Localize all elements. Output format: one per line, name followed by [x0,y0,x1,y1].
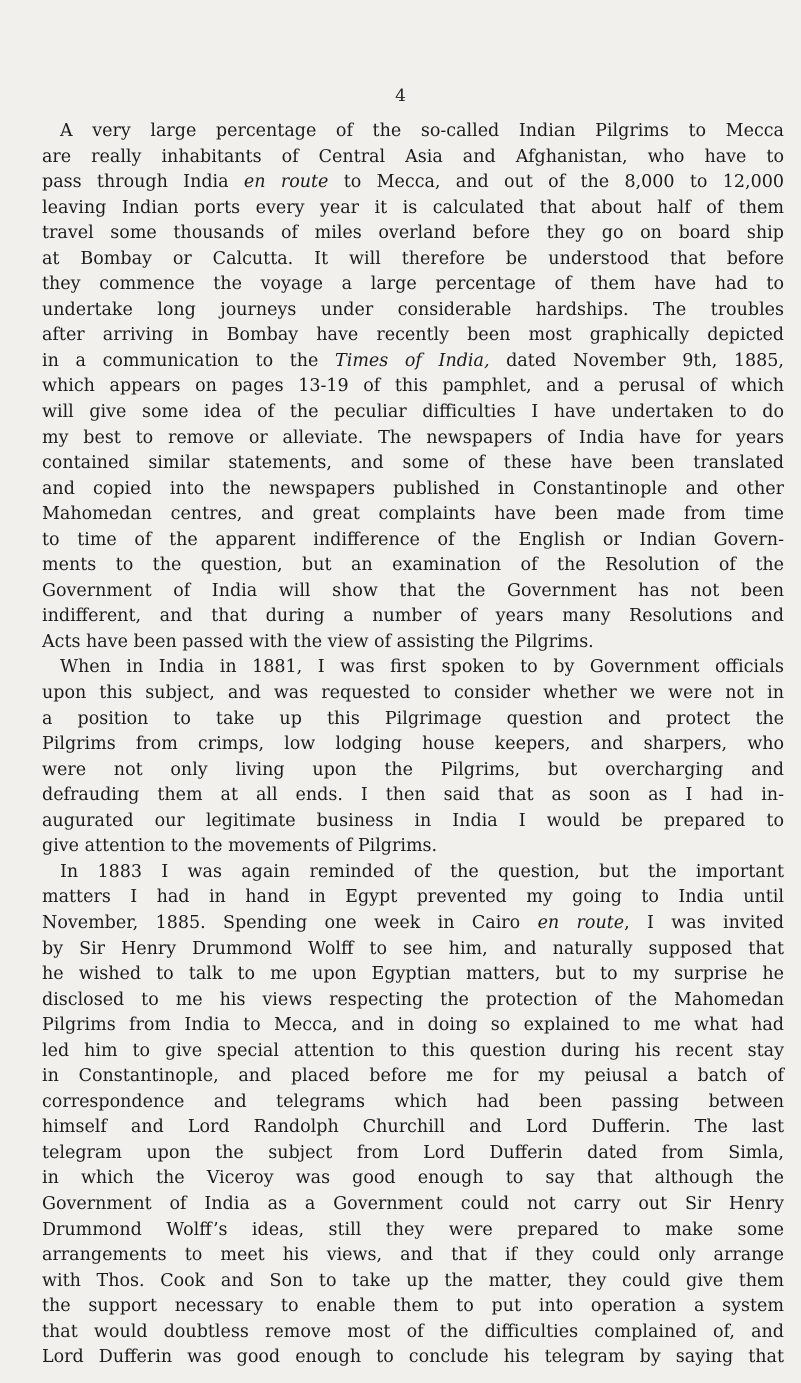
text-line [42,681,784,707]
paragraph [42,119,784,655]
text-line [42,732,784,758]
text-segment: ments to the question, but an examination of the Resolution of the [42,555,784,576]
text-line [42,1243,784,1269]
text-line [42,1039,784,1065]
text-segment: after arriving in Bombay have recently been most graphically depicted [42,325,784,346]
text-segment: Government of India as a Government could not carry out Sir Henry [42,1193,784,1214]
text-line [42,834,784,860]
text-segment: a position to take up this Pilgrimage question and protect the [42,708,784,729]
text-line [42,988,784,1014]
text-segment: led him to give special attention to this question during his recent stay [42,1040,784,1061]
text-segment: In 1883 I was again reminded of the question, but the important [60,861,784,882]
text-segment: my best to remove or alleviate. The newspapers of India have for years [42,427,784,448]
text-line [42,1269,784,1295]
text-line [42,272,784,298]
text-segment: which appears on pages 13-19 of this pamphlet, and a perusal of which [42,376,784,397]
text-line [42,528,784,554]
text-segment: that would doubtless remove most of the difficulties complained of, and [42,1321,784,1342]
paragraph [42,655,784,859]
text-line [42,553,784,579]
italic-text: Times of India, [335,350,490,371]
text-line [42,298,784,324]
text-line [42,1166,784,1192]
text-segment: dated November 9th, 1885, [489,350,784,371]
text-segment: Lord Dufferin was good enough to conclude his telegram by saying that [42,1347,784,1368]
text-line [42,1345,784,1371]
text-segment: leaving Indian ports every year it is calculated that about half of them [42,197,784,218]
italic-text: en route [243,172,329,193]
body-text [42,119,784,1371]
text-line [42,1218,784,1244]
text-segment: in a communication to the [42,350,336,371]
text-segment: at Bombay or Calcutta. It will therefore be understood that before [42,248,784,269]
text-line [42,579,784,605]
text-line [42,477,784,503]
text-line [42,783,784,809]
text-segment: contained similar statements, and some of these have been translated [42,453,784,474]
paragraph [42,860,784,1371]
text-segment: give attention to the movements of Pilgrims. [42,836,438,857]
text-line [42,502,784,528]
text-line [42,1115,784,1141]
text-segment: Mahomedan centres, and great complaints have been made from time [42,504,784,525]
text-segment: he wished to talk to me upon Egyptian matters, but to my surprise he [42,964,784,985]
text-segment: will give some idea of the peculiar difficulties I have undertaken to do [42,402,784,423]
text-line [42,323,784,349]
text-line [42,885,784,911]
text-line [42,170,784,196]
text-line [42,119,784,145]
text-segment: When in India in 1881, I was first spoken to by Government officials [60,657,784,678]
text-segment: Drummond Wolff’s ideas, still they were prepared to make some [42,1219,784,1240]
text-line [42,1192,784,1218]
text-segment: indifferent, and that during a number of years many Resolutions and [42,606,784,627]
text-line [42,1013,784,1039]
text-segment: they commence the voyage a large percentage of them have had to [42,274,784,295]
text-segment: the support necessary to enable them to put into operation a system [42,1296,784,1317]
text-line [42,860,784,886]
text-segment: were not only living upon the Pilgrims, but overcharging and [42,759,784,780]
text-segment: pass through India [42,172,244,193]
text-line [42,349,784,375]
text-line [42,604,784,630]
text-segment: and copied into the newspapers published in Constantinople and other [42,478,784,499]
text-line [42,221,784,247]
text-line [42,707,784,733]
text-segment: travel some thousands of miles overland before they go on board ship [42,223,784,244]
text-line [42,451,784,477]
text-segment: Acts have been passed with the view of assisting the Pilgrims. [42,631,594,652]
text-line [42,1294,784,1320]
text-line [42,758,784,784]
text-line [42,911,784,937]
text-segment: undertake long journeys under considerable hardships. The troubles [42,299,784,320]
text-segment: Pilgrims from India to Mecca, and in doing so explained to me what had [42,1015,784,1036]
text-segment: by Sir Henry Drummond Wolff to see him, and naturally supposed that [42,938,784,959]
text-line [42,630,784,656]
text-segment: in Constantinople, and placed before me for my peiusal a batch of [42,1066,784,1087]
text-segment: Pilgrims from crimps, low lodging house keepers, and sharpers, who [42,734,784,755]
text-line [42,145,784,171]
text-line [42,196,784,222]
text-line [42,937,784,963]
text-line [42,1090,784,1116]
text-line [42,1141,784,1167]
text-segment: A very large percentage of the so-called Indian Pilgrims to Mecca [60,121,784,141]
text-segment: defrauding them at all ends. I then said that as soon as I had in- [42,785,784,806]
text-segment: arrangements to meet his views, and that if they could only arrange [42,1245,784,1266]
text-segment: to Mecca, and out of the 8,000 to 12,000 [328,172,784,193]
text-line [42,655,784,681]
text-segment: , I was invited [624,912,784,933]
text-line [42,962,784,988]
text-segment: November, 1885. Spending one week in Cairo [42,912,538,933]
text-line [42,809,784,835]
page-number: 4 [395,86,406,106]
text-segment: are really inhabitants of Central Asia and Afghanistan, who have to [42,146,784,167]
text-segment: in which the Viceroy was good enough to say that although the [42,1168,784,1189]
text-segment: disclosed to me his views respecting the protection of the Mahomedan [42,989,784,1010]
text-segment: correspondence and telegrams which had been passing between [42,1091,784,1112]
text-segment: Government of India will show that the Government has not been [42,580,784,601]
text-segment: upon this subject, and was requested to consider whether we were not in [42,683,784,704]
text-line [42,426,784,452]
text-line [42,247,784,273]
text-segment: to time of the apparent indifference of the English or Indian Govern- [42,529,784,550]
text-segment: matters I had in hand in Egypt prevented my going to India until [42,887,784,908]
italic-text: en route [537,912,625,933]
text-segment: telegram upon the subject from Lord Dufferin dated from Simla, [42,1142,784,1163]
text-segment: augurated our legitimate business in India I would be prepared to [42,810,784,831]
text-segment: himself and Lord Randolph Churchill and Lord Dufferin. The last [42,1117,784,1138]
text-line [42,1320,784,1346]
text-line [42,400,784,426]
text-line [42,1064,784,1090]
text-line [42,374,784,400]
text-segment: with Thos. Cook and Son to take up the matter, they could give them [42,1270,784,1291]
